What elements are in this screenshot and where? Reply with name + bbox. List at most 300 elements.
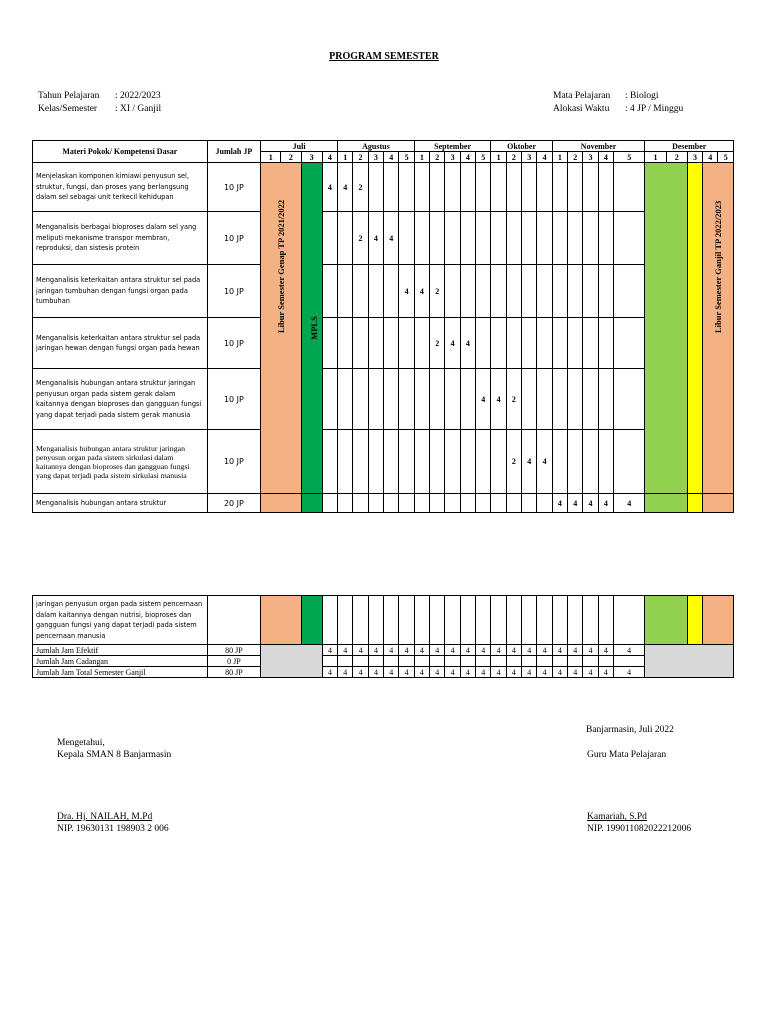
schedule-table-continued [32,595,734,678]
week-number: 5 [718,152,734,163]
week-cell [445,430,460,494]
teacher-name: Kamariah, S.Pd [587,812,647,822]
info-left [38,90,161,116]
summary-week-cell: 4 [368,667,383,678]
summary-label: Jumlah Jam Efektif [33,645,208,656]
raport-cell-cont [687,596,702,645]
week-cell [430,212,445,265]
week-cell: 4 [445,318,460,369]
principal-title: Kepala SMAN 8 Banjarmasin [57,750,172,760]
signature-right-name [587,811,691,835]
week-number: 4 [703,152,718,163]
summary-week-cell: 4 [491,667,506,678]
header-materi: Materi Pokok/ Kompetensi Dasar [33,141,208,163]
week-cell [476,163,491,212]
summary-week-cell: 4 [460,667,475,678]
summary-week-cell: 4 [598,645,613,656]
teacher-role: Guru Mata Pelajaran [587,750,667,760]
summary-week-cell [414,656,429,667]
week-cell [414,596,429,645]
week-cell [338,265,353,318]
libur-semester-ganjil-cell-end [703,494,734,513]
month-header: Agustus [338,141,415,152]
week-cell: 2 [430,318,445,369]
signature-left [57,737,171,761]
summary-week-cell: 4 [598,667,613,678]
summary-week-cell [583,656,598,667]
week-cell [491,430,506,494]
week-cell [522,494,537,513]
week-cell: 4 [522,430,537,494]
week-number: 2 [353,152,368,163]
jp-cell: 10 JP [207,163,261,212]
principal-name: Dra. Hj. NAILAH, M.Pd [57,812,153,822]
summary-week-cell: 4 [614,645,645,656]
week-cell [614,265,645,318]
vertical-label: MPLS [308,316,319,340]
week-cell [353,596,368,645]
summary-week-cell: 4 [399,645,414,656]
summary-week-cell: 4 [522,667,537,678]
info-right [553,90,683,116]
week-cell [399,596,414,645]
week-cell [460,265,475,318]
month-header: Oktober [491,141,552,152]
jp-cell [207,596,261,645]
week-number: 4 [460,152,475,163]
week-number: 4 [384,152,399,163]
week-cell [384,430,399,494]
summary-week-cell: 4 [322,667,337,678]
summary-week-cell: 4 [322,645,337,656]
week-cell [353,369,368,430]
week-cell [460,596,475,645]
schedule-table [32,140,734,513]
summary-grey-right [645,645,734,678]
week-cell: 2 [353,163,368,212]
week-cell [368,430,383,494]
summary-week-cell: 4 [399,667,414,678]
summary-week-cell: 4 [445,667,460,678]
jp-cell: 10 JP [207,212,261,265]
week-cell [552,318,567,369]
week-cell [491,318,506,369]
week-number: 2 [666,152,687,163]
summary-week-cell [445,656,460,667]
materi-cell: Menganalisis berbagai bioproses dalam sel yang meliputi mekanisme transpor membran, reproduksi, dan sistesis protein [33,212,208,265]
week-cell: 4 [414,265,429,318]
info-value: : Biologi [625,91,659,101]
week-cell [430,163,445,212]
week-cell [476,212,491,265]
week-cell: 4 [614,494,645,513]
week-cell [476,318,491,369]
week-cell [430,430,445,494]
month-header: Juli [261,141,338,152]
summary-week-cell: 4 [537,667,552,678]
week-cell: 4 [368,212,383,265]
week-number: 1 [261,152,281,163]
week-cell [583,212,598,265]
summary-week-cell [522,656,537,667]
week-cell [491,494,506,513]
week-cell [368,369,383,430]
week-cell [568,318,583,369]
week-cell: 2 [430,265,445,318]
week-cell [445,494,460,513]
week-cell [537,369,552,430]
week-cell [552,369,567,430]
week-cell: 2 [506,430,521,494]
week-cell [399,494,414,513]
materi-cell: Menganalisis hubungan antara struktur jaringan penyusun organ pada sistem sirkulasi dalam kaitannya dengan bioproses dan gangguan fungsi yang dapat terjadi pada sistem sirkulasi manusia [33,430,208,494]
week-cell [460,369,475,430]
week-cell [353,494,368,513]
jp-cell: 10 JP [207,265,261,318]
jp-cell: 20 JP [207,494,261,513]
penilaian-akhir-cell-cont [645,596,687,645]
week-cell [614,212,645,265]
summary-week-cell: 4 [614,667,645,678]
week-cell [368,494,383,513]
penilaian-akhir-cell [645,163,687,494]
month-header: September [414,141,491,152]
week-number: 2 [281,152,301,163]
week-cell [614,318,645,369]
signature-left-name [57,811,169,835]
week-cell [399,318,414,369]
week-cell [460,212,475,265]
week-cell [384,265,399,318]
week-cell [522,369,537,430]
week-number: 2 [568,152,583,163]
week-cell [552,163,567,212]
week-cell: 4 [552,494,567,513]
summary-week-cell: 4 [353,645,368,656]
week-cell [399,430,414,494]
info-label: Kelas/Semester [38,104,98,114]
summary-week-cell [353,656,368,667]
week-number: 5 [614,152,645,163]
summary-week-cell: 4 [568,645,583,656]
week-cell: 4 [399,265,414,318]
summary-week-cell: 4 [414,645,429,656]
week-cell [414,430,429,494]
summary-week-cell [614,656,645,667]
summary-week-cell: 4 [476,667,491,678]
week-cell [583,163,598,212]
info-value: : 4 JP / Minggu [625,104,684,114]
week-cell [583,430,598,494]
summary-week-cell [568,656,583,667]
week-cell [476,596,491,645]
week-cell [460,430,475,494]
week-cell: 2 [353,212,368,265]
week-cell [614,369,645,430]
summary-week-cell [537,656,552,667]
materi-cell: Menganalisis keterkaitan antara struktur sel pada jaringan hewan dengan fungsi organ pada hewan [33,318,208,369]
summary-label: Jumlah Jam Cadangan [33,656,208,667]
week-cell [384,318,399,369]
libur-semester-genap-cell-end [261,494,301,513]
summary-week-cell [430,656,445,667]
info-value: : XI / Ganjil [115,104,162,114]
week-cell [598,430,613,494]
week-number: 4 [322,152,337,163]
week-cell [399,369,414,430]
week-cell [445,212,460,265]
week-cell [614,163,645,212]
week-cell [537,265,552,318]
week-cell [522,212,537,265]
month-header: Desember [645,141,734,152]
mpls-cell [301,163,322,494]
summary-week-cell [384,656,399,667]
week-number: 1 [491,152,506,163]
vertical-label: Libur Semester Genap TP 2021/2022 [275,199,286,333]
week-cell [368,265,383,318]
week-cell [368,318,383,369]
summary-week-cell [322,656,337,667]
info-label: Mata Pelajaran [553,91,611,101]
summary-jp: 80 JP [207,667,261,678]
week-cell [537,494,552,513]
week-cell [568,596,583,645]
summary-jp: 0 JP [207,656,261,667]
week-number: 2 [506,152,521,163]
week-cell: 4 [338,163,353,212]
week-cell [430,494,445,513]
week-cell [568,212,583,265]
week-number: 3 [522,152,537,163]
week-cell [522,596,537,645]
week-cell [522,265,537,318]
week-cell: 4 [583,494,598,513]
summary-week-cell [399,656,414,667]
summary-week-cell: 4 [552,667,567,678]
week-cell [568,163,583,212]
week-cell [384,163,399,212]
week-cell [322,596,337,645]
week-cell [598,369,613,430]
week-cell [506,596,521,645]
teacher-nip: NIP. 199011082022212006 [587,824,692,834]
summary-week-cell [491,656,506,667]
week-cell [338,596,353,645]
week-cell: 4 [491,369,506,430]
raport-cell [687,163,702,494]
summary-week-cell: 4 [414,667,429,678]
mpls-cell-end [301,494,322,513]
week-cell [491,265,506,318]
summary-label: Jumlah Jam Total Semester Ganjil [33,667,208,678]
month-header: November [552,141,645,152]
week-cell [322,369,337,430]
materi-cell: Menganalisis hubungan antara struktur [33,494,208,513]
materi-cell-continued: jaringan penyusun organ pada sistem pencernaan dalam kaitannya dengan nutrisi, bioproses dan gangguan fungsi yang dapat terjadi pada sistem pencernaan manusia [33,596,208,645]
summary-week-cell [598,656,613,667]
week-number: 1 [552,152,567,163]
jp-cell: 10 JP [207,430,261,494]
week-cell [476,265,491,318]
week-cell [491,212,506,265]
week-cell [506,265,521,318]
week-cell [368,163,383,212]
summary-week-cell [552,656,567,667]
week-cell [568,369,583,430]
week-cell [338,494,353,513]
week-number: 3 [368,152,383,163]
week-cell [583,265,598,318]
summary-week-cell: 4 [460,645,475,656]
week-number: 1 [645,152,666,163]
summary-week-cell: 4 [537,645,552,656]
week-cell [583,369,598,430]
summary-week-cell: 4 [384,645,399,656]
week-cell: 4 [322,163,337,212]
summary-week-cell [506,656,521,667]
week-cell [506,494,521,513]
week-cell [506,163,521,212]
week-number: 4 [598,152,613,163]
week-cell [552,430,567,494]
week-cell: 4 [568,494,583,513]
summary-week-cell [338,656,353,667]
summary-week-cell: 4 [338,667,353,678]
summary-week-cell: 4 [430,645,445,656]
week-number: 5 [476,152,491,163]
week-cell [399,163,414,212]
week-cell: 4 [598,494,613,513]
week-cell [414,318,429,369]
libur-semester-genap-cell-cont [261,596,301,645]
materi-cell: Menjelaskan komponen kimiawi penyusun sel, struktur, fungsi, dan proses yang berlangsung dalam sel sebagai unit terkecil kehidupan [33,163,208,212]
week-cell [353,318,368,369]
summary-week-cell: 4 [353,667,368,678]
week-cell [353,265,368,318]
week-cell [414,494,429,513]
week-cell [322,430,337,494]
summary-week-cell: 4 [368,645,383,656]
week-cell [598,163,613,212]
week-cell [430,596,445,645]
week-cell [460,494,475,513]
week-cell: 4 [384,212,399,265]
week-cell [476,494,491,513]
vertical-label: Libur Semester Ganjil TP 2022/2023 [713,200,724,333]
week-cell: 2 [506,369,521,430]
week-cell [414,163,429,212]
info-value: : 2022/2023 [115,91,161,101]
week-cell [322,212,337,265]
week-number: 5 [399,152,414,163]
info-label: Tahun Pelajaran [38,91,100,101]
week-cell [460,163,475,212]
principal-nip: NIP. 19630131 198903 2 006 [57,824,169,834]
jp-cell: 10 JP [207,369,261,430]
week-cell [476,430,491,494]
week-cell [506,318,521,369]
raport-cell-end [687,494,702,513]
week-cell [430,369,445,430]
week-cell [537,318,552,369]
materi-cell: Menganalisis hubungan antara struktur jaringan penyusun organ pada sistem gerak dalam kaitannya dengan bioproses dan gangguan fungsi yang dapat terjadi pada sistem gerak manusia [33,369,208,430]
summary-week-cell: 4 [338,645,353,656]
summary-week-cell [368,656,383,667]
week-cell [399,212,414,265]
summary-grey-left [261,645,323,678]
week-cell [338,369,353,430]
week-cell: 4 [460,318,475,369]
summary-week-cell: 4 [506,645,521,656]
summary-week-cell: 4 [476,645,491,656]
week-cell [583,318,598,369]
summary-week-cell: 4 [583,645,598,656]
week-cell [537,596,552,645]
week-cell [583,596,598,645]
page-title: PROGRAM SEMESTER [329,51,439,62]
week-cell [445,596,460,645]
week-cell [598,265,613,318]
mpls-cell-cont [301,596,322,645]
place-date: Banjarmasin, Juli 2022 [586,725,674,735]
week-cell [384,596,399,645]
summary-week-cell: 4 [522,645,537,656]
libur-semester-ganjil-cell [703,163,734,494]
week-cell: 4 [476,369,491,430]
week-cell [552,596,567,645]
week-cell [445,369,460,430]
week-cell [414,369,429,430]
summary-week-cell: 4 [506,667,521,678]
summary-week-cell [476,656,491,667]
week-cell [522,318,537,369]
week-number: 4 [537,152,552,163]
week-cell [522,163,537,212]
week-number: 3 [583,152,598,163]
week-number: 3 [687,152,702,163]
week-cell [568,430,583,494]
week-cell [491,163,506,212]
week-cell [598,596,613,645]
week-cell [384,494,399,513]
week-cell [322,265,337,318]
week-cell [506,212,521,265]
week-cell [322,494,337,513]
week-cell [537,212,552,265]
week-cell [338,212,353,265]
week-cell [338,430,353,494]
week-number: 3 [301,152,322,163]
week-cell [322,318,337,369]
jp-cell: 10 JP [207,318,261,369]
info-label: Alokasi Waktu [553,104,610,114]
libur-semester-ganjil-cell-cont [703,596,734,645]
summary-week-cell [460,656,475,667]
materi-cell: Menganalisis keterkaitan antara struktur sel pada jaringan tumbuhan dengan fungsi organ pada tumbuhan [33,265,208,318]
summary-week-cell: 4 [583,667,598,678]
week-number: 1 [338,152,353,163]
libur-semester-genap-cell [261,163,301,494]
week-cell [445,163,460,212]
week-number: 1 [414,152,429,163]
week-cell [368,596,383,645]
summary-week-cell: 4 [445,645,460,656]
summary-week-cell: 4 [552,645,567,656]
header-jumlah-jp: Jumlah JP [207,141,261,163]
week-cell [552,265,567,318]
week-cell [384,369,399,430]
